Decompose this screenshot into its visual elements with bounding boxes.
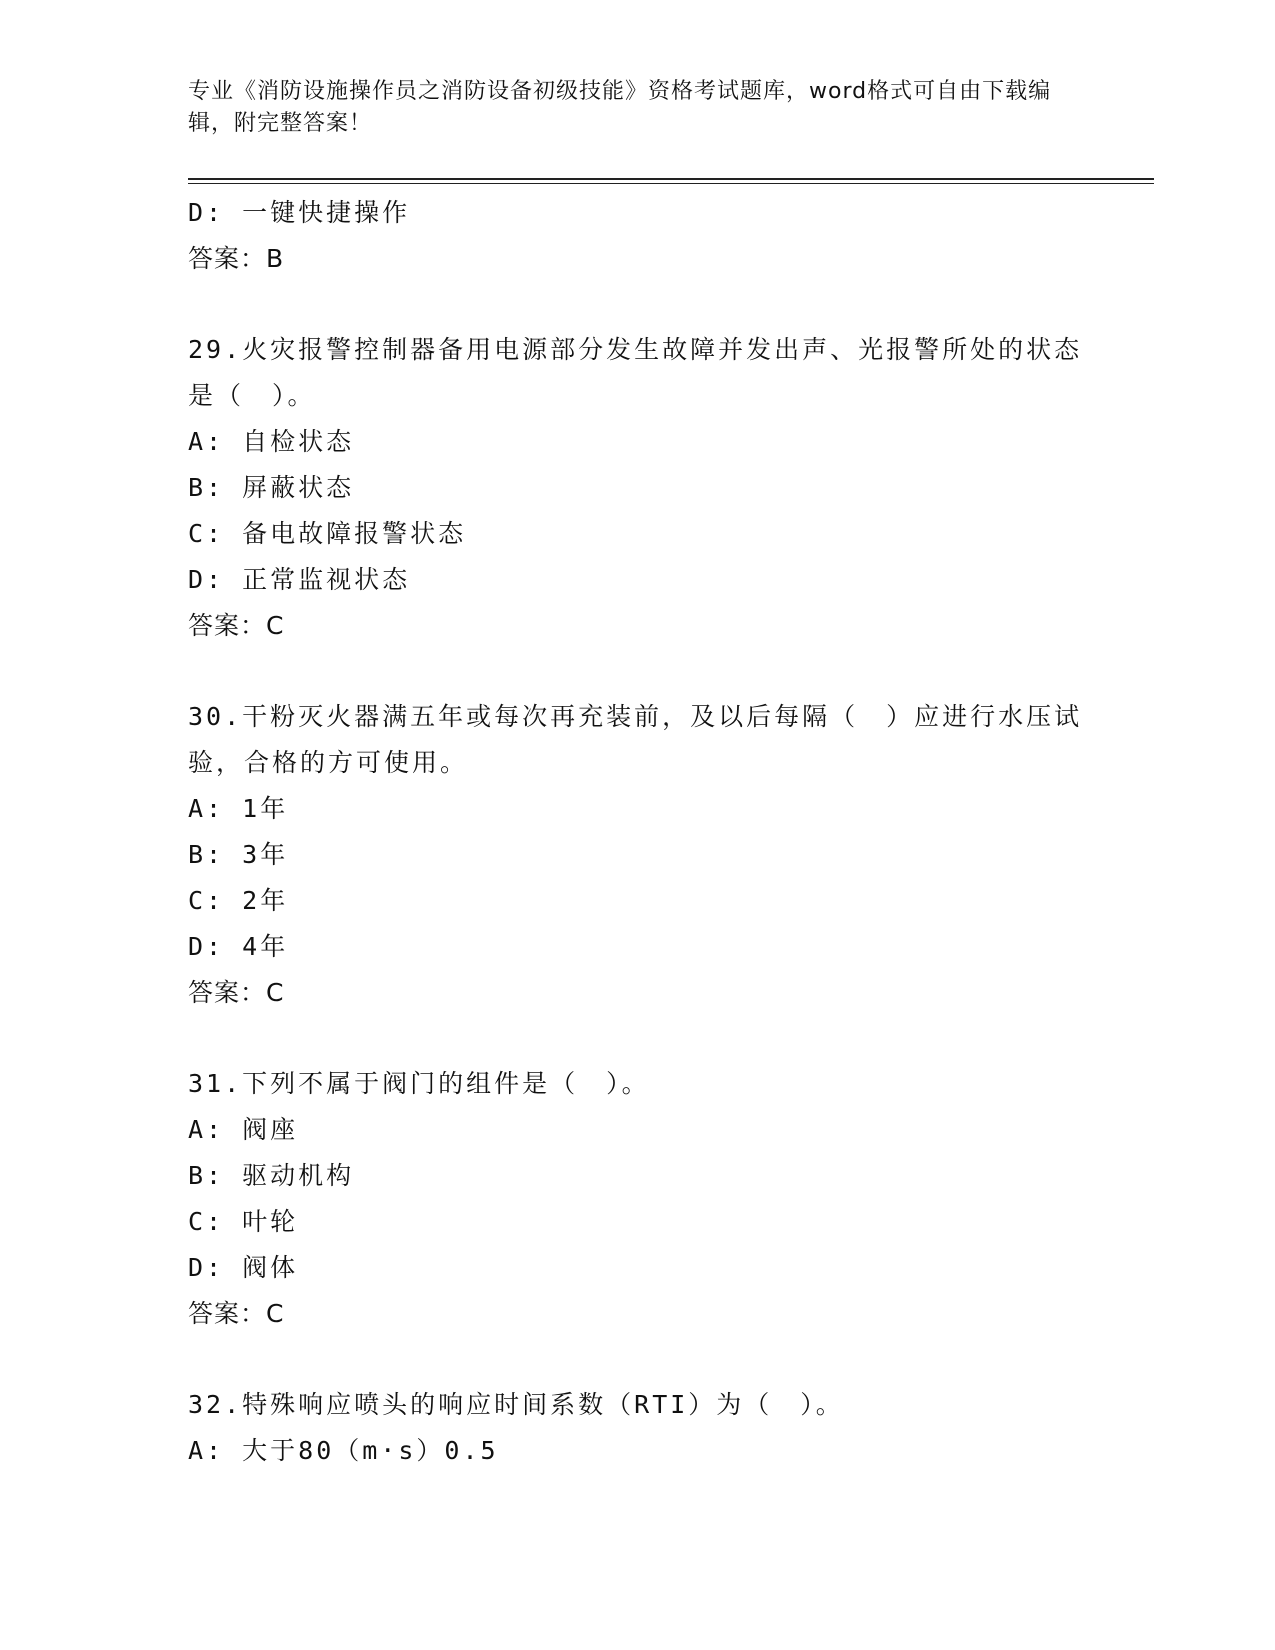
option-a: A: 大于80（m·s）0.5	[188, 1436, 499, 1465]
question-block	[188, 1061, 1088, 1337]
header-divider	[188, 178, 1154, 180]
option-d: D: 4年	[188, 932, 289, 961]
option-a: A: 1年	[188, 794, 289, 823]
option-d: D: 正常监视状态	[188, 565, 411, 594]
question-stem: 30.干粉灭火器满五年或每次再充装前，及以后每隔（ ）应进行水压试验，合格的方可使用。	[188, 702, 1083, 777]
document-header	[188, 76, 1088, 140]
option-c: C: 备电故障报警状态	[188, 519, 467, 548]
answer-line: 答案：C	[188, 611, 285, 640]
answer-line: 答案：C	[188, 1299, 285, 1328]
option-c: C: 叶轮	[188, 1207, 299, 1236]
option-b: B: 屏蔽状态	[188, 473, 355, 502]
answer-line: 答案：C	[188, 978, 285, 1007]
question-block	[188, 694, 1088, 1016]
spacer	[188, 282, 1088, 327]
header-text: 专业《消防设施操作员之消防设备初级技能》资格考试题库，word格式可自由下载编辑，附完整答案！	[188, 79, 1052, 136]
question-stem: 29.火灾报警控制器备用电源部分发生故障并发出声、光报警所处的状态是（ ）。	[188, 335, 1083, 410]
spacer	[188, 649, 1088, 694]
question-block	[188, 1382, 1088, 1474]
option-d: D: 阀体	[188, 1253, 299, 1282]
option-d: D: 一键快捷操作	[188, 198, 411, 227]
option-a: A: 阀座	[188, 1115, 299, 1144]
question-list	[188, 190, 1088, 1474]
spacer	[188, 1016, 1088, 1061]
option-b: B: 3年	[188, 840, 289, 869]
question-stem: 31.下列不属于阀门的组件是（ ）。	[188, 1069, 650, 1098]
spacer	[188, 1337, 1088, 1382]
question-block	[188, 327, 1088, 649]
option-a: A: 自检状态	[188, 427, 355, 456]
header-divider-thin	[188, 183, 1154, 184]
option-b: B: 驱动机构	[188, 1161, 355, 1190]
option-c: C: 2年	[188, 886, 289, 915]
answer-line: 答案：B	[188, 244, 285, 273]
question-stem: 32.特殊响应喷头的响应时间系数（RTI）为（ ）。	[188, 1390, 844, 1419]
